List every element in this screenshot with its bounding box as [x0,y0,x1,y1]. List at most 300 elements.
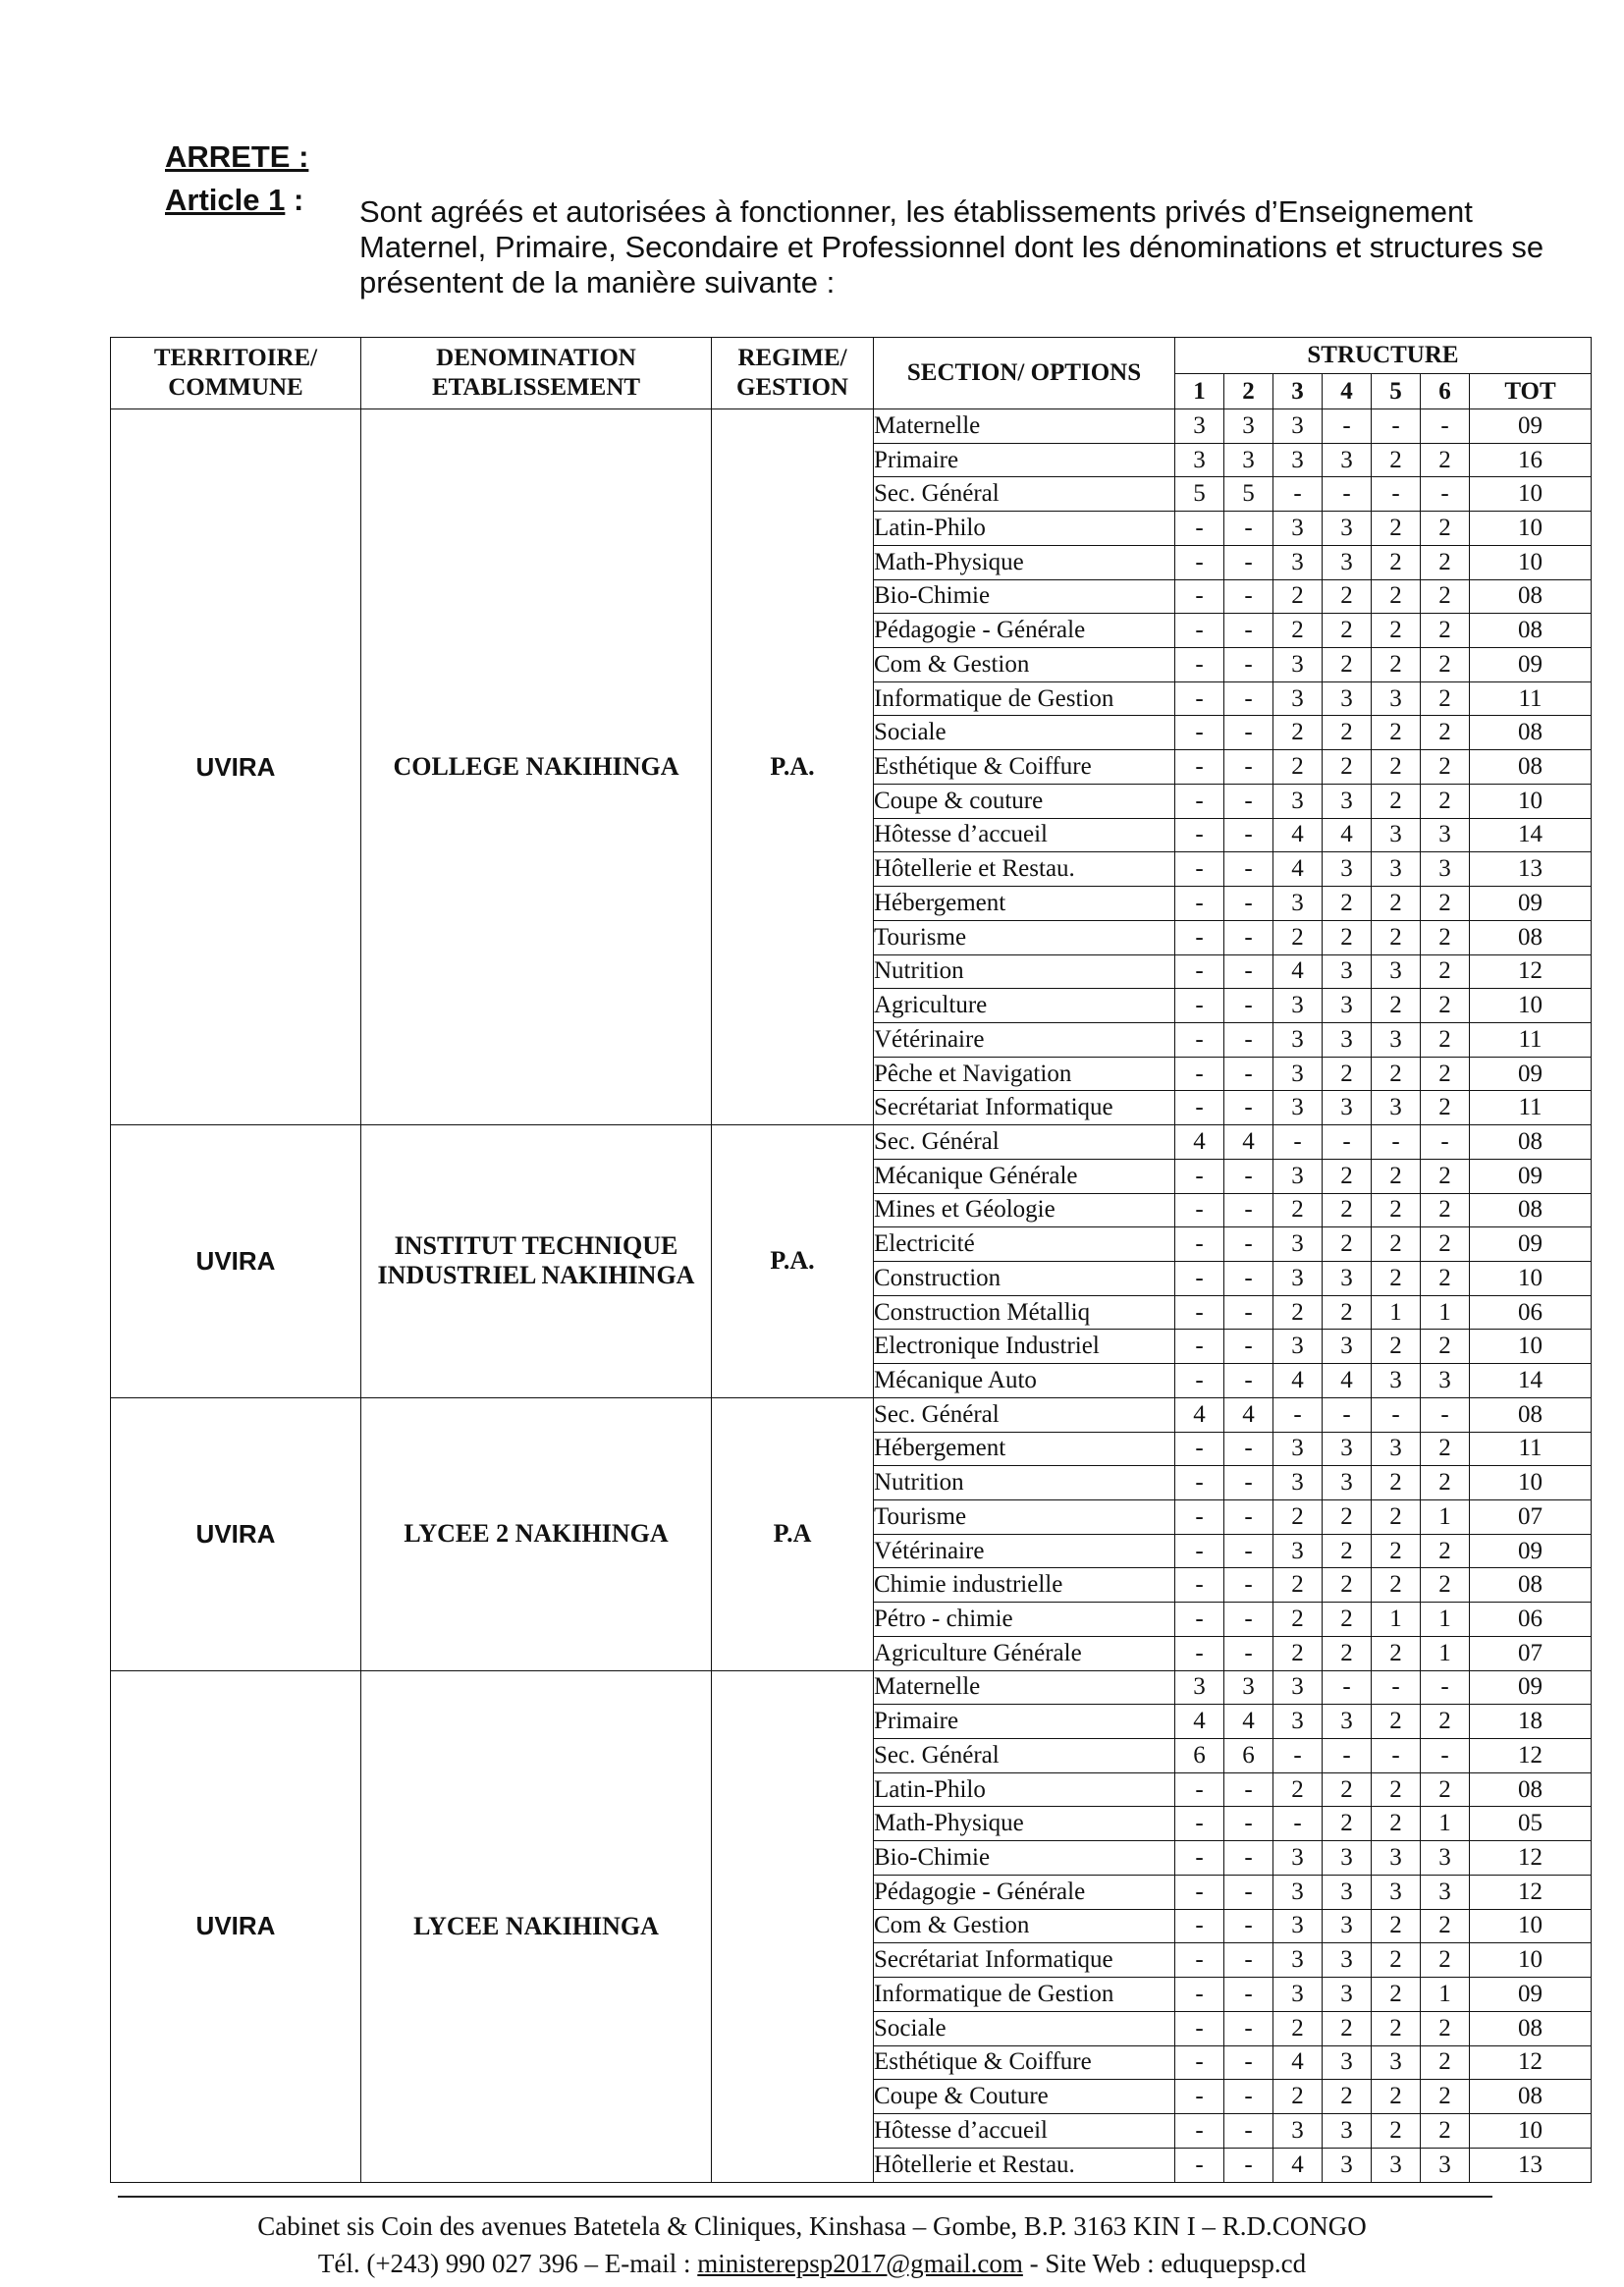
total-cell: 09 [1470,648,1592,682]
structure-cell: 2 [1372,1978,1421,2012]
structure-cell: - [1175,1227,1224,1262]
structure-cell: - [1175,1466,1224,1500]
structure-cell: 2 [1323,1193,1372,1227]
structure-cell: 2 [1372,1227,1421,1262]
total-cell: 11 [1470,1091,1592,1125]
structure-cell: 3 [1323,1261,1372,1295]
structure-cell: 2 [1372,1636,1421,1670]
footer-email: ministerepsp2017@gmail.com [697,2249,1023,2278]
structure-cell: - [1175,989,1224,1023]
option-cell: Sec. Général [874,1397,1175,1432]
structure-cell: 3 [1323,852,1372,887]
option-cell: Hébergement [874,1432,1175,1466]
structure-cell: 2 [1421,443,1470,477]
structure-cell: 3 [1323,989,1372,1023]
structure-cell: 3 [1175,443,1224,477]
total-cell: 10 [1470,1466,1592,1500]
option-cell: Informatique de Gestion [874,681,1175,716]
structure-cell: 2 [1372,1772,1421,1807]
total-cell: 12 [1470,1875,1592,1909]
structure-cell: 2 [1421,1772,1470,1807]
option-cell: Electricité [874,1227,1175,1262]
structure-cell: 2 [1323,1603,1372,1637]
option-cell: Informatique de Gestion [874,1978,1175,2012]
structure-cell: - [1421,1125,1470,1160]
structure-cell: - [1224,2011,1273,2045]
structure-cell: 2 [1421,579,1470,614]
structure-cell: - [1175,1500,1224,1535]
structure-cell: - [1175,1636,1224,1670]
structure-cell: 3 [1421,1841,1470,1876]
total-cell: 07 [1470,1636,1592,1670]
structure-table [110,337,1592,2183]
structure-cell: - [1175,2113,1224,2148]
total-cell: 14 [1470,818,1592,852]
total-cell: 08 [1470,716,1592,750]
total-cell: 10 [1470,2113,1592,2148]
structure-cell: 3 [1273,1261,1323,1295]
total-cell: 07 [1470,1500,1592,1535]
structure-cell: 1 [1421,1603,1470,1637]
structure-cell: 2 [1323,1534,1372,1568]
table-body [111,409,1592,2183]
structure-cell: - [1224,989,1273,1023]
option-cell: Pédagogie - Générale [874,614,1175,648]
structure-cell: 2 [1323,1057,1372,1091]
structure-cell: - [1273,477,1323,512]
structure-cell: 4 [1273,2148,1323,2182]
structure-cell: - [1175,852,1224,887]
option-cell: Latin-Philo [874,1772,1175,1807]
total-cell: 05 [1470,1807,1592,1841]
structure-cell: 4 [1273,852,1323,887]
structure-cell: 2 [1421,1227,1470,1262]
structure-cell: 2 [1421,989,1470,1023]
option-cell: Nutrition [874,954,1175,989]
option-cell: Electronique Industriel [874,1330,1175,1364]
structure-cell: 2 [1421,681,1470,716]
structure-cell: - [1224,1875,1273,1909]
structure-cell: 2 [1372,750,1421,785]
structure-cell: - [1175,954,1224,989]
structure-cell: - [1175,2148,1224,2182]
structure-cell: 2 [1323,1568,1372,1603]
structure-cell: 2 [1372,1057,1421,1091]
structure-cell: 3 [1372,1022,1421,1057]
structure-cell: 3 [1323,1841,1372,1876]
structure-cell: 2 [1372,2011,1421,2045]
structure-cell: - [1175,1841,1224,1876]
structure-cell: - [1175,1534,1224,1568]
article-separator: : [285,183,304,217]
option-cell: Tourisme [874,1500,1175,1535]
structure-cell: 2 [1323,1295,1372,1330]
structure-cell: 2 [1323,614,1372,648]
structure-cell: - [1224,1978,1273,2012]
structure-cell: - [1175,1909,1224,1943]
structure-cell: 3 [1224,443,1273,477]
option-cell: Esthétique & Coiffure [874,750,1175,785]
structure-cell: 3 [1224,1670,1273,1705]
total-cell: 08 [1470,614,1592,648]
structure-cell: 2 [1372,887,1421,921]
structure-cell: - [1372,477,1421,512]
structure-cell: 2 [1372,1705,1421,1739]
structure-cell: 1 [1421,1636,1470,1670]
option-cell: Sec. Général [874,1739,1175,1773]
structure-cell: 3 [1273,784,1323,818]
structure-cell: - [1175,716,1224,750]
option-cell: Hôtesse d’accueil [874,818,1175,852]
structure-cell: - [1175,1568,1224,1603]
structure-cell: - [1175,887,1224,921]
structure-cell: - [1224,1159,1273,1193]
structure-cell: 2 [1323,1227,1372,1262]
total-cell: 06 [1470,1603,1592,1637]
structure-cell: 4 [1224,1705,1273,1739]
structure-cell: - [1175,1807,1224,1841]
structure-cell: 3 [1273,1227,1323,1262]
structure-cell: 3 [1372,1432,1421,1466]
structure-cell: - [1224,1636,1273,1670]
option-cell: Sec. Général [874,1125,1175,1160]
option-cell: Agriculture [874,989,1175,1023]
option-cell: Coupe & couture [874,784,1175,818]
structure-cell: - [1224,1909,1273,1943]
structure-cell: - [1224,1943,1273,1978]
structure-cell: 4 [1175,1397,1224,1432]
structure-cell: 3 [1273,1978,1323,2012]
structure-cell: 1 [1372,1603,1421,1637]
structure-cell: 1 [1372,1295,1421,1330]
header-section: SECTION/ OPTIONS [874,338,1175,409]
structure-cell: 3 [1421,2148,1470,2182]
structure-cell: 2 [1323,1772,1372,1807]
structure-cell: 2 [1323,648,1372,682]
structure-cell: 3 [1273,1909,1323,1943]
total-cell: 08 [1470,750,1592,785]
total-cell: 10 [1470,512,1592,546]
structure-cell: 2 [1372,1807,1421,1841]
structure-cell: 2 [1323,1159,1372,1193]
structure-cell: - [1175,1978,1224,2012]
structure-cell: - [1175,1261,1224,1295]
structure-cell: 2 [1323,716,1372,750]
structure-cell: 3 [1421,1875,1470,1909]
total-cell: 09 [1470,887,1592,921]
article-number: Article 1 [165,183,286,217]
total-cell: 10 [1470,784,1592,818]
option-cell: Nutrition [874,1466,1175,1500]
option-cell: Math-Physique [874,545,1175,579]
structure-cell: 2 [1372,1261,1421,1295]
structure-cell: 1 [1421,1978,1470,2012]
structure-cell: 2 [1421,648,1470,682]
structure-cell: 3 [1323,1943,1372,1978]
structure-cell: 2 [1421,920,1470,954]
structure-cell: - [1224,1193,1273,1227]
structure-cell: - [1175,681,1224,716]
structure-cell: 3 [1372,1875,1421,1909]
structure-cell: 3 [1323,1875,1372,1909]
structure-cell: 4 [1224,1125,1273,1160]
footer-web: - Site Web : eduquepsp.cd [1022,2249,1307,2278]
header-col-4: 4 [1323,374,1372,409]
group-etablissement: INSTITUT TECHNIQUE INDUSTRIEL NAKIHINGA [361,1125,712,1398]
structure-cell: - [1175,2045,1224,2080]
structure-cell: 3 [1372,818,1421,852]
option-cell: Tourisme [874,920,1175,954]
option-cell: Math-Physique [874,1807,1175,1841]
structure-cell: - [1273,1397,1323,1432]
structure-cell: - [1273,1125,1323,1160]
structure-cell: 3 [1323,1705,1372,1739]
total-cell: 10 [1470,477,1592,512]
structure-cell: 3 [1273,1466,1323,1500]
group-territoire: UVIRA [111,1125,361,1398]
structure-cell: 3 [1372,954,1421,989]
structure-cell: 2 [1372,1943,1421,1978]
structure-cell: 3 [1273,1875,1323,1909]
total-cell: 09 [1470,1534,1592,1568]
table-row [111,409,1592,444]
structure-cell: 2 [1372,2113,1421,2148]
structure-cell: 3 [1273,1670,1323,1705]
structure-cell: 2 [1421,2011,1470,2045]
structure-cell: 3 [1323,1909,1372,1943]
option-cell: Hébergement [874,887,1175,921]
structure-cell: 2 [1372,2080,1421,2114]
structure-cell: - [1224,545,1273,579]
option-cell: Latin-Philo [874,512,1175,546]
structure-cell: - [1421,1397,1470,1432]
structure-cell: 3 [1372,681,1421,716]
structure-cell: 2 [1421,1943,1470,1978]
structure-cell: - [1175,1875,1224,1909]
structure-cell: - [1224,1330,1273,1364]
structure-cell: - [1175,1364,1224,1398]
option-cell: Mécanique Générale [874,1159,1175,1193]
structure-cell: 3 [1421,1364,1470,1398]
group-territoire: UVIRA [111,409,361,1125]
structure-cell: - [1175,1330,1224,1364]
article-text: Sont agréés et autorisées à fonctionner, les établissements privés d’Enseignement Maternel, Primaire, Secondaire et Professionnel dont les dénominations et structures se présentent de la manière suivante : [359,194,1544,299]
structure-cell: - [1224,750,1273,785]
structure-cell: 3 [1323,1432,1372,1466]
structure-cell: - [1224,1603,1273,1637]
structure-cell: 2 [1273,1500,1323,1535]
structure-cell: - [1224,579,1273,614]
structure-cell: 2 [1421,614,1470,648]
structure-cell: 3 [1273,545,1323,579]
structure-cell: 2 [1273,1568,1323,1603]
structure-cell: 2 [1372,716,1421,750]
option-cell: Hôtellerie et Restau. [874,852,1175,887]
structure-cell: - [1421,477,1470,512]
structure-cell: 3 [1323,2113,1372,2148]
structure-cell: - [1224,784,1273,818]
structure-cell: 2 [1421,784,1470,818]
structure-cell: 2 [1273,2080,1323,2114]
arrete-heading: ARRETE : [165,139,309,174]
structure-cell: - [1175,1432,1224,1466]
structure-cell: 6 [1175,1739,1224,1773]
structure-cell: 2 [1273,1636,1323,1670]
structure-cell: 2 [1421,1466,1470,1500]
structure-cell: 3 [1273,1057,1323,1091]
total-cell: 08 [1470,920,1592,954]
structure-cell: 4 [1323,1364,1372,1398]
table-row [111,1670,1592,1705]
total-cell: 09 [1470,1057,1592,1091]
structure-cell: 3 [1372,1364,1421,1398]
structure-cell: 3 [1273,409,1323,444]
structure-cell: - [1372,1739,1421,1773]
structure-cell: - [1224,1364,1273,1398]
structure-cell: 2 [1372,1193,1421,1227]
structure-cell: - [1323,1670,1372,1705]
structure-cell: 4 [1273,2045,1323,2080]
total-cell: 13 [1470,2148,1592,2182]
total-cell: 09 [1470,409,1592,444]
structure-cell: 2 [1372,443,1421,477]
structure-cell: - [1224,1261,1273,1295]
structure-cell: - [1224,1772,1273,1807]
structure-cell: - [1224,1057,1273,1091]
structure-cell: 2 [1421,2045,1470,2080]
structure-cell: 2 [1421,1909,1470,1943]
structure-cell: 3 [1323,1022,1372,1057]
structure-cell: - [1421,1739,1470,1773]
structure-cell: 2 [1372,512,1421,546]
structure-cell: 2 [1323,887,1372,921]
structure-cell: 3 [1175,1670,1224,1705]
header-structure: STRUCTURE [1175,338,1592,374]
option-cell: Pédagogie - Générale [874,1875,1175,1909]
structure-cell: 2 [1372,920,1421,954]
footer-contact [0,2249,1624,2279]
structure-cell: 3 [1323,1330,1372,1364]
option-cell: Com & Gestion [874,1909,1175,1943]
structure-cell: - [1224,1534,1273,1568]
table-row [111,1125,1592,1160]
structure-cell: - [1224,1568,1273,1603]
total-cell: 08 [1470,1772,1592,1807]
total-cell: 12 [1470,954,1592,989]
structure-cell: 2 [1421,545,1470,579]
structure-cell: - [1273,1807,1323,1841]
structure-cell: 2 [1372,614,1421,648]
structure-cell: 3 [1323,443,1372,477]
option-cell: Mines et Géologie [874,1193,1175,1227]
structure-cell: - [1224,954,1273,989]
header-regime: REGIME/ GESTION [712,338,874,409]
structure-cell: - [1175,1193,1224,1227]
header-col-1: 1 [1175,374,1224,409]
structure-cell: - [1224,1091,1273,1125]
option-cell: Hôtesse d’accueil [874,2113,1175,2148]
option-cell: Coupe & Couture [874,2080,1175,2114]
structure-cell: 2 [1323,1807,1372,1841]
structure-cell: 4 [1224,1397,1273,1432]
structure-cell: 3 [1273,1841,1323,1876]
structure-cell: 2 [1421,1261,1470,1295]
structure-cell: 4 [1175,1705,1224,1739]
structure-cell: - [1372,409,1421,444]
structure-cell: 2 [1421,1057,1470,1091]
structure-cell: 2 [1323,2011,1372,2045]
total-cell: 08 [1470,1397,1592,1432]
structure-cell: 2 [1372,579,1421,614]
structure-cell: - [1273,1739,1323,1773]
structure-cell: - [1224,1841,1273,1876]
header-col-tot: TOT [1470,374,1592,409]
structure-cell: 2 [1323,920,1372,954]
structure-cell: 2 [1273,716,1323,750]
structure-cell: 2 [1421,1534,1470,1568]
group-etablissement: COLLEGE NAKIHINGA [361,409,712,1125]
structure-cell: 3 [1323,2148,1372,2182]
structure-cell: 3 [1372,1841,1421,1876]
article-label [165,183,303,218]
structure-cell: 3 [1224,409,1273,444]
total-cell: 11 [1470,1432,1592,1466]
total-cell: 09 [1470,1670,1592,1705]
structure-cell: - [1224,2148,1273,2182]
table-row [111,1397,1592,1432]
structure-cell: 3 [1421,852,1470,887]
structure-cell: 4 [1273,818,1323,852]
structure-cell: 3 [1372,1091,1421,1125]
structure-cell: 2 [1421,1159,1470,1193]
structure-cell: 3 [1323,954,1372,989]
structure-cell: 2 [1372,989,1421,1023]
footer-tel: Tél. (+243) 990 027 396 – E-mail : [317,2249,698,2278]
structure-cell: 3 [1175,409,1224,444]
structure-cell: - [1224,818,1273,852]
option-cell: Bio-Chimie [874,1841,1175,1876]
structure-cell: - [1224,920,1273,954]
structure-cell: 3 [1323,1466,1372,1500]
structure-cell: 2 [1421,954,1470,989]
header-denomination: DENOMINATION ETABLISSEMENT [361,338,712,409]
structure-cell: 3 [1323,545,1372,579]
structure-cell: - [1175,579,1224,614]
structure-cell: 3 [1273,887,1323,921]
structure-cell: - [1224,2113,1273,2148]
structure-cell: 2 [1323,750,1372,785]
header-territoire: TERRITOIRE/ COMMUNE [111,338,361,409]
total-cell: 11 [1470,681,1592,716]
structure-cell: 2 [1323,1500,1372,1535]
structure-cell: - [1175,545,1224,579]
option-cell: Maternelle [874,1670,1175,1705]
structure-cell: 3 [1273,648,1323,682]
structure-cell: - [1323,477,1372,512]
structure-cell: - [1224,1466,1273,1500]
structure-cell: - [1175,784,1224,818]
structure-cell: - [1175,750,1224,785]
structure-cell: - [1224,1022,1273,1057]
structure-cell: 2 [1421,1022,1470,1057]
option-cell: Primaire [874,443,1175,477]
total-cell: 16 [1470,443,1592,477]
structure-cell: - [1323,1397,1372,1432]
structure-cell: - [1224,852,1273,887]
structure-cell: 2 [1421,1091,1470,1125]
option-cell: Sociale [874,2011,1175,2045]
group-territoire: UVIRA [111,1397,361,1670]
